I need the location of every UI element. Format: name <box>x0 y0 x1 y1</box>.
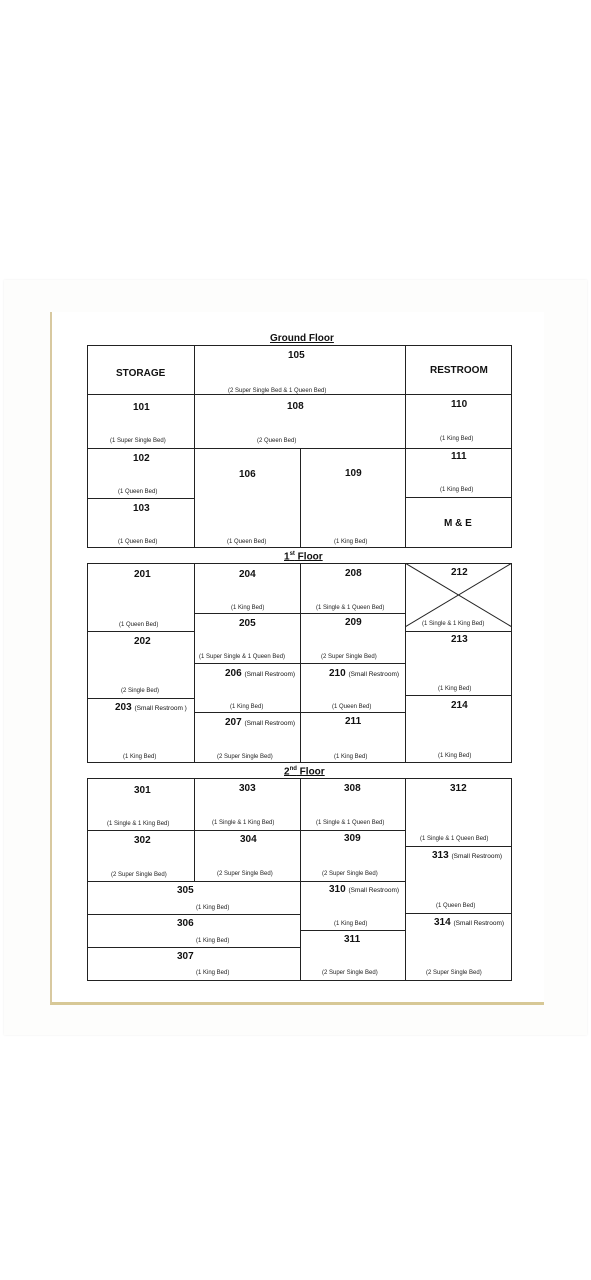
room-101-number: 101 <box>133 402 150 413</box>
storage-room <box>87 345 195 395</box>
room-303 <box>194 778 301 831</box>
room-103-number: 103 <box>133 503 150 514</box>
second-floor-title: 2nd Floor <box>284 766 325 778</box>
me-label: M & E <box>444 518 472 529</box>
room-305-bed: (1 King Bed) <box>196 905 230 911</box>
room-314 <box>405 913 512 981</box>
room-304 <box>194 830 301 882</box>
room-111 <box>405 448 512 498</box>
room-208 <box>300 563 406 614</box>
room-201-number: 201 <box>134 569 151 580</box>
storage-label: STORAGE <box>116 368 166 379</box>
room-109 <box>300 448 406 548</box>
room-304-bed: (2 Super Single Bed) <box>217 871 273 877</box>
room-108-bed: (2 Queen Bed) <box>257 438 297 444</box>
room-102-bed: (1 Queen Bed) <box>118 489 158 495</box>
room-205 <box>194 613 301 664</box>
room-211-number: 211 <box>345 716 362 727</box>
room-204-bed: (1 King Bed) <box>231 605 265 611</box>
room-303-number: 303 <box>239 783 256 794</box>
room-313-bed: (1 Queen Bed) <box>436 903 476 909</box>
room-209-bed: (2 Super Single Bed) <box>321 654 377 660</box>
room-312-number: 312 <box>450 783 467 794</box>
room-103-bed: (1 Queen Bed) <box>118 539 158 545</box>
room-103 <box>87 498 195 548</box>
room-209 <box>300 613 406 664</box>
room-102-number: 102 <box>133 453 150 464</box>
room-101 <box>87 394 195 449</box>
room-212-number: 212 <box>451 567 468 578</box>
room-213-bed: (1 King Bed) <box>438 686 472 692</box>
room-313-number: 313 (Small Restroom) <box>432 850 503 861</box>
room-202 <box>87 631 195 699</box>
room-307-number: 307 <box>177 951 194 962</box>
room-203 <box>87 698 195 763</box>
room-304-number: 304 <box>240 834 257 845</box>
room-205-bed: (1 Super Single & 1 Queen Bed) <box>199 654 286 660</box>
room-108 <box>194 394 406 449</box>
room-214 <box>405 695 512 763</box>
room-306-bed: (1 King Bed) <box>196 938 230 944</box>
room-212-bed: (1 Single & 1 King Bed) <box>422 621 485 627</box>
room-210-bed: (1 Queen Bed) <box>332 704 372 710</box>
room-106 <box>194 448 301 548</box>
room-312-bed: (1 Single & 1 Queen Bed) <box>420 836 489 842</box>
room-214-number: 214 <box>451 700 468 711</box>
room-206 <box>194 663 301 713</box>
room-309 <box>300 830 406 882</box>
room-314-number: 314 (Small Restroom) <box>434 917 505 928</box>
room-301-bed: (1 Single & 1 King Bed) <box>107 821 170 827</box>
room-101-bed: (1 Super Single Bed) <box>110 438 166 444</box>
room-307-bed: (1 King Bed) <box>196 970 230 976</box>
room-301 <box>87 778 195 831</box>
room-106-number: 106 <box>239 469 256 480</box>
room-210-number: 210 (Small Restroom) <box>329 668 400 679</box>
room-110-bed: (1 King Bed) <box>440 436 474 442</box>
room-308 <box>300 778 406 831</box>
room-309-number: 309 <box>344 833 361 844</box>
room-110-number: 110 <box>451 399 468 410</box>
room-213 <box>405 631 512 696</box>
room-313 <box>405 846 512 914</box>
room-203-number: 203 (Small Restroom ) <box>115 702 187 713</box>
room-309-bed: (2 Super Single Bed) <box>322 871 378 877</box>
room-205-number: 205 <box>239 618 256 629</box>
room-111-number: 111 <box>451 451 467 462</box>
room-110 <box>405 394 512 449</box>
room-206-bed: (1 King Bed) <box>230 704 264 710</box>
room-302 <box>87 830 195 882</box>
room-213-number: 213 <box>451 634 468 645</box>
room-310-bed: (1 King Bed) <box>334 921 368 927</box>
room-310 <box>300 881 406 931</box>
room-212 <box>405 563 512 632</box>
ground-floor-title: Ground Floor <box>270 333 334 344</box>
restroom-label: RESTROOM <box>430 365 488 376</box>
room-105 <box>194 345 406 395</box>
room-105-number: 105 <box>288 350 305 361</box>
room-206-number: 206 (Small Restroom) <box>225 668 296 679</box>
room-214-bed: (1 King Bed) <box>438 753 472 759</box>
restroom <box>405 345 512 395</box>
room-211-bed: (1 King Bed) <box>334 754 368 760</box>
room-208-number: 208 <box>345 568 362 579</box>
room-306 <box>87 914 301 948</box>
room-203-bed: (1 King Bed) <box>123 754 157 760</box>
room-204-number: 204 <box>239 569 256 580</box>
room-207 <box>194 712 301 763</box>
room-305-number: 305 <box>177 885 194 896</box>
room-311 <box>300 930 406 981</box>
room-201-bed: (1 Queen Bed) <box>119 622 159 628</box>
room-201 <box>87 563 195 632</box>
room-208-bed: (1 Single & 1 Queen Bed) <box>316 605 385 611</box>
room-306-number: 306 <box>177 918 194 929</box>
room-106-bed: (1 Queen Bed) <box>227 539 267 545</box>
room-102 <box>87 448 195 499</box>
room-302-number: 302 <box>134 835 151 846</box>
room-109-bed: (1 King Bed) <box>334 539 368 545</box>
me-room <box>405 497 512 548</box>
room-108-number: 108 <box>287 401 304 412</box>
room-303-bed: (1 Single & 1 King Bed) <box>212 820 275 826</box>
room-311-bed: (2 Super Single Bed) <box>322 970 378 976</box>
room-301-number: 301 <box>134 785 151 796</box>
room-207-bed: (2 Super Single Bed) <box>217 754 273 760</box>
room-209-number: 209 <box>345 617 362 628</box>
room-305 <box>87 881 301 915</box>
room-111-bed: (1 King Bed) <box>440 487 474 493</box>
room-109-number: 109 <box>345 468 362 479</box>
room-302-bed: (2 Super Single Bed) <box>111 872 167 878</box>
room-202-number: 202 <box>134 636 151 647</box>
room-311-number: 311 <box>344 934 361 945</box>
room-307 <box>87 947 301 981</box>
room-308-bed: (1 Single & 1 Queen Bed) <box>316 820 385 826</box>
room-308-number: 308 <box>344 783 361 794</box>
room-204 <box>194 563 301 614</box>
room-211 <box>300 712 406 763</box>
room-312 <box>405 778 512 847</box>
first-floor-title: 1st Floor <box>284 551 323 563</box>
room-207-number: 207 (Small Restroom) <box>225 717 296 728</box>
room-314-bed: (2 Super Single Bed) <box>426 970 482 976</box>
room-202-bed: (2 Single Bed) <box>121 688 160 694</box>
room-210 <box>300 663 406 713</box>
room-105-bed: (2 Super Single Bed & 1 Queen Bed) <box>228 388 327 394</box>
room-310-number: 310 (Small Restroom) <box>329 884 400 895</box>
